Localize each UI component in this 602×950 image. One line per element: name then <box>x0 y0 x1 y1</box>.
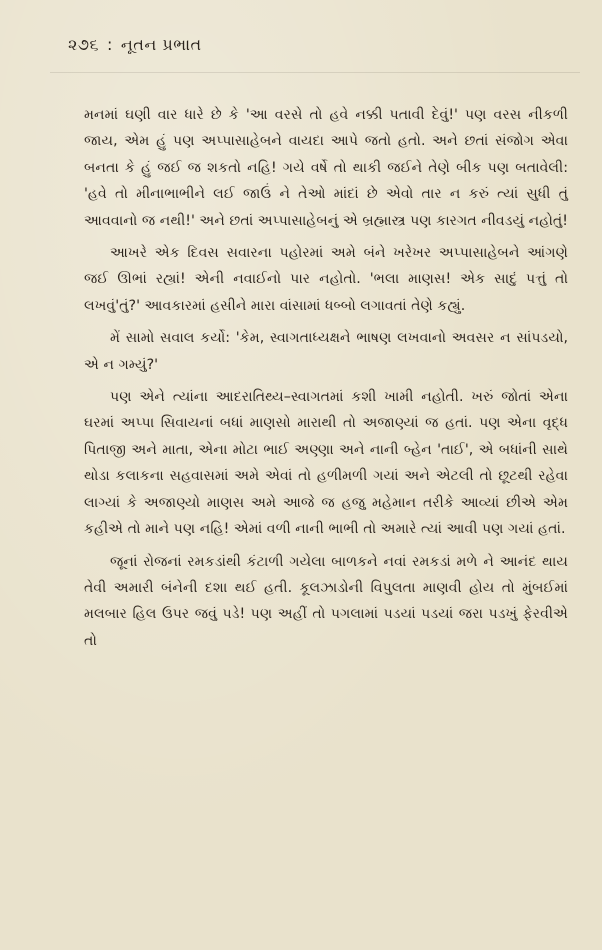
page-body <box>84 102 568 660</box>
header-separator: : <box>106 35 113 54</box>
paragraph: મનમાં ઘણી વાર ધારે છે કે 'આ વરસે તો હવે નક્કી પતાવી દેવું!' પણ વરસ નીકળી જાય, એમ હું પણ અપ્પાસાહેબને વાયદા આપે જતો હતો. અને છતાં સંજોગ એવા બનતા કે હું જઈ જ શકતો નહિ! ગયે વર્ષે તો થાકી જઈને તેણે બીક પણ બતાવેલી: 'હવે તો મીનાભાભીને લઈ જાઉં ને તેઓ માંદાં છે એવો તાર ન કરું ત્યાં સુધી તું આવવાનો જ નથી!' અને છતાં અપ્પાસાહેબનું એ બ્રહ્માસ્ત્ર પણ કારગત નીવડયું નહોતું! <box>84 107 568 229</box>
page-number: ૨૭૬ <box>68 35 99 54</box>
paragraph: જૂનાં રોજનાં રમકડાંથી કંટાળી ગયેલા બાળકને નવાં રમકડાં મળે ને આનંદ થાય તેવી અમારી બંનેની દશા થઈ હતી. કૂલઝાડોની વિપુલતા માણવી હોય તો મુંબઈમાં મલબાર હિલ ઉપર જવું પડે! પણ અહીં તો પગલામાં પડયાં પડયાં જરા પડખું ફેરવીએ તો <box>84 553 568 649</box>
paragraph: આખરે એક દિવસ સવારના પહોરમાં અમે બંને ખરેખર અપ્પાસાહેબને આંગણે જઈ ઊભાં રહ્યાં! એની નવાઈનો પાર નહોતો. 'ભલા માણસ! એક સાદું પત્તું તો લખવું'તું?' આવકારમાં હસીને મારા વાંસામાં ધબ્બો લગાવતાં તેણે કહ્યું. <box>84 245 568 314</box>
running-title: નૂતન પ્રભાત <box>120 35 202 54</box>
page-header <box>68 35 202 55</box>
paragraph: મેં સામો સવાલ કર્યો: 'કેમ, સ્વાગતાધ્યક્ષને ભાષણ લખવાનો અવસર ન સાંપડયો, એ ન ગમ્યું?' <box>84 330 568 373</box>
paragraph: પણ એને ત્યાંના આદરાતિથ્ય–સ્વાગતમાં કશી ખામી નહોતી. ખરું જોતાં એના ઘરમાં અપ્પા સિવાયનાં બધાં માણસો મારાથી તો અજાણ્યાં જ હતાં. પણ એના વૃદ્ધ પિતાજી અને માતા, એના મોટા ભાઈ અણ્ણા અને નાની બ્હેન 'તાઈ', એ બધાંની સાથે થોડા કલાકના સહવાસમાં અમે એવાં તો હળીમળી ગયાં અને એટલી તો છૂટથી રહેવા લાગ્યાં કે અજાણ્યો માણસ અમે આજે જ હજુ મહેમાન તરીકે આવ્યાં છીએ એમ કહીએ તો માને પણ નહિ! એમાં વળી નાની ભાભી તો અમારે ત્યાં આવી પણ ગયાં હતાં. <box>84 389 568 538</box>
header-rule <box>50 72 580 73</box>
